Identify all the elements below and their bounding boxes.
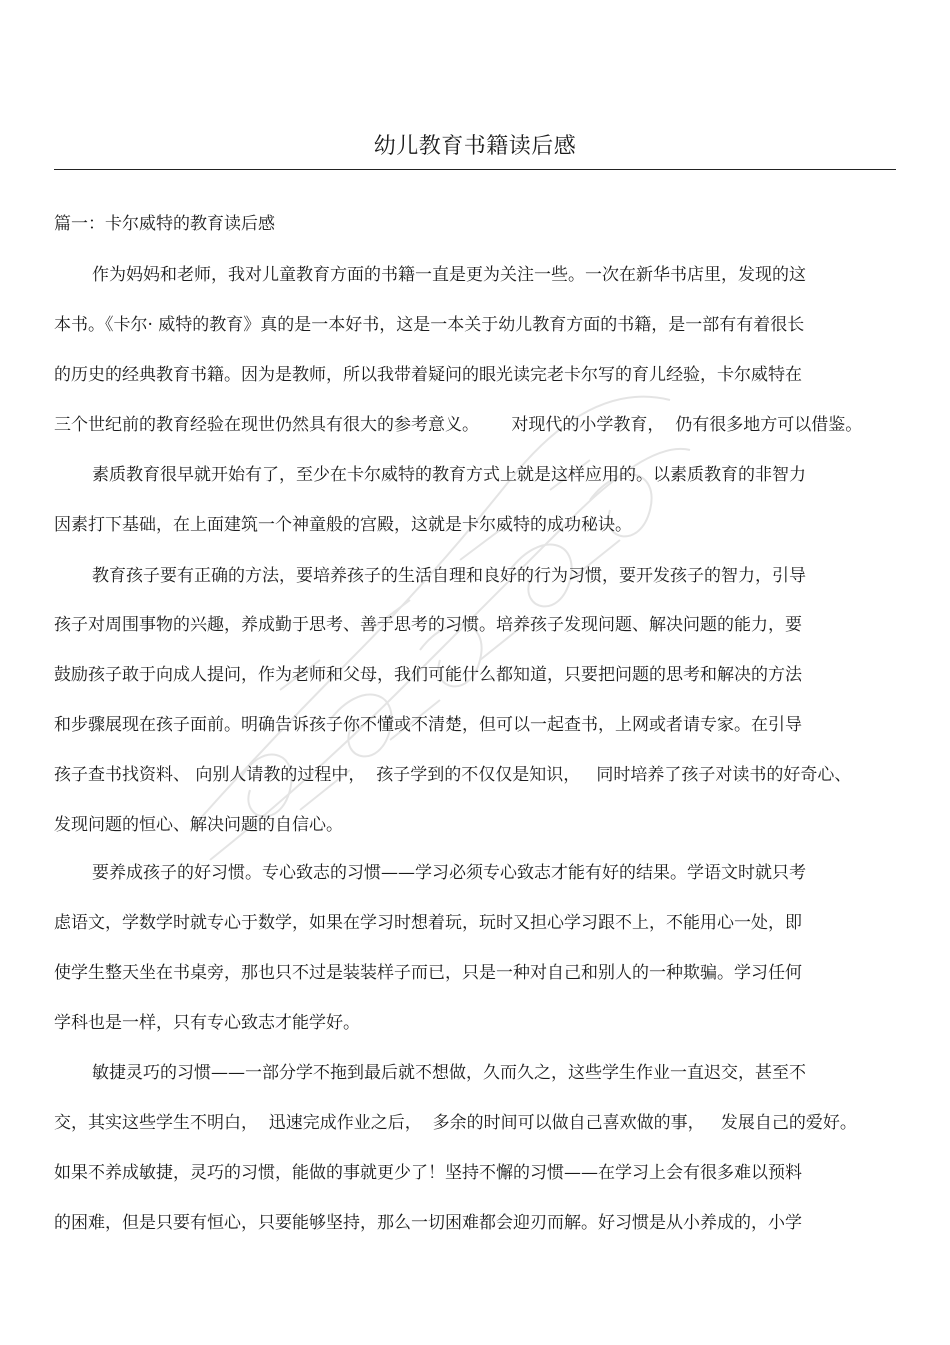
paragraph-line: 教育孩子要有正确的方法，要培养孩子的生活自理和良好的行为习惯，要开发孩子的智力，引导 [92, 566, 806, 586]
paragraph-line: 因素打下基础，在上面建筑一个神童般的宫殿，这就是卡尔威特的成功秘诀。 [54, 515, 632, 535]
paragraph-line: 敏捷灵巧的习惯——一部分学不拖到最后就不想做，久而久之，这些学生作业一直迟交，甚至不 [92, 1063, 806, 1083]
paragraph-line: 孩子查书找资料、 向别人请教的过程中， 孩子学到的不仅仅是知识， 同时培养了孩子对读书的好奇心、 [54, 765, 852, 785]
paragraph-line: 和步骤展现在孩子面前。明确告诉孩子你不懂或不清楚，但可以一起查书，上网或者请专家。在引导 [54, 715, 802, 735]
paragraph-line: 如果不养成敏捷，灵巧的习惯，能做的事就更少了！坚持不懈的习惯——在学习上会有很多难以预料 [54, 1163, 802, 1183]
section-heading: 篇一：卡尔威特的教育读后感 [54, 214, 275, 234]
title-divider [54, 169, 896, 170]
paragraph-line: 鼓励孩子敢于向成人提问，作为老师和父母，我们可能什么都知道，只要把问题的思考和解决的方法 [54, 665, 802, 685]
paragraph-line: 作为妈妈和老师，我对儿童教育方面的书籍一直是更为关注一些。一次在新华书店里，发现的这 [92, 265, 806, 285]
paragraph-line: 交，其实这些学生不明白， 迅速完成作业之后， 多余的时间可以做自己喜欢做的事， 发展自己的爱好。 [54, 1113, 857, 1133]
paragraph-line: 要养成孩子的好习惯。专心致志的习惯——学习必须专心致志才能有好的结果。学语文时就只考 [92, 863, 806, 883]
paragraph-line: 的困难，但是只要有恒心，只要能够坚持，那么一切困难都会迎刃而解。好习惯是从小养成的，小学 [54, 1213, 802, 1233]
paragraph-line: 虑语文，学数学时就专心于数学，如果在学习时想着玩，玩时又担心学习跟不上，不能用心一处，即 [54, 913, 802, 933]
paragraph-line: 三个世纪前的教育经验在现世仍然具有很大的参考意义。 对现代的小学教育， 仍有很多地方可以借鉴。 [54, 415, 863, 435]
paragraph-line: 的历史的经典教育书籍。因为是教师，所以我带着疑问的眼光读完老卡尔写的育儿经验，卡尔威特在 [54, 365, 802, 385]
paragraph-line: 素质教育很早就开始有了，至少在卡尔威特的教育方式上就是这样应用的。以素质教育的非智力 [92, 465, 806, 485]
paragraph-line: 使学生整天坐在书桌旁，那也只不过是装装样子而已，只是一种对自己和别人的一种欺骗。学习任何 [54, 963, 802, 983]
document-title: 幼儿教育书籍读后感 [373, 134, 577, 159]
paragraph-line: 学科也是一样，只有专心致志才能学好。 [54, 1013, 360, 1033]
paragraph-line: 本书。《卡尔· 威特的教育》真的是一本好书，这是一本关于幼儿教育方面的书籍，是一部有有着很长 [54, 315, 805, 335]
paragraph-line: 孩子对周围事物的兴趣，养成勤于思考、善于思考的习惯。培养孩子发现问题、解决问题的能力，要 [54, 615, 802, 635]
paragraph-line: 发现问题的恒心、解决问题的自信心。 [54, 815, 343, 835]
